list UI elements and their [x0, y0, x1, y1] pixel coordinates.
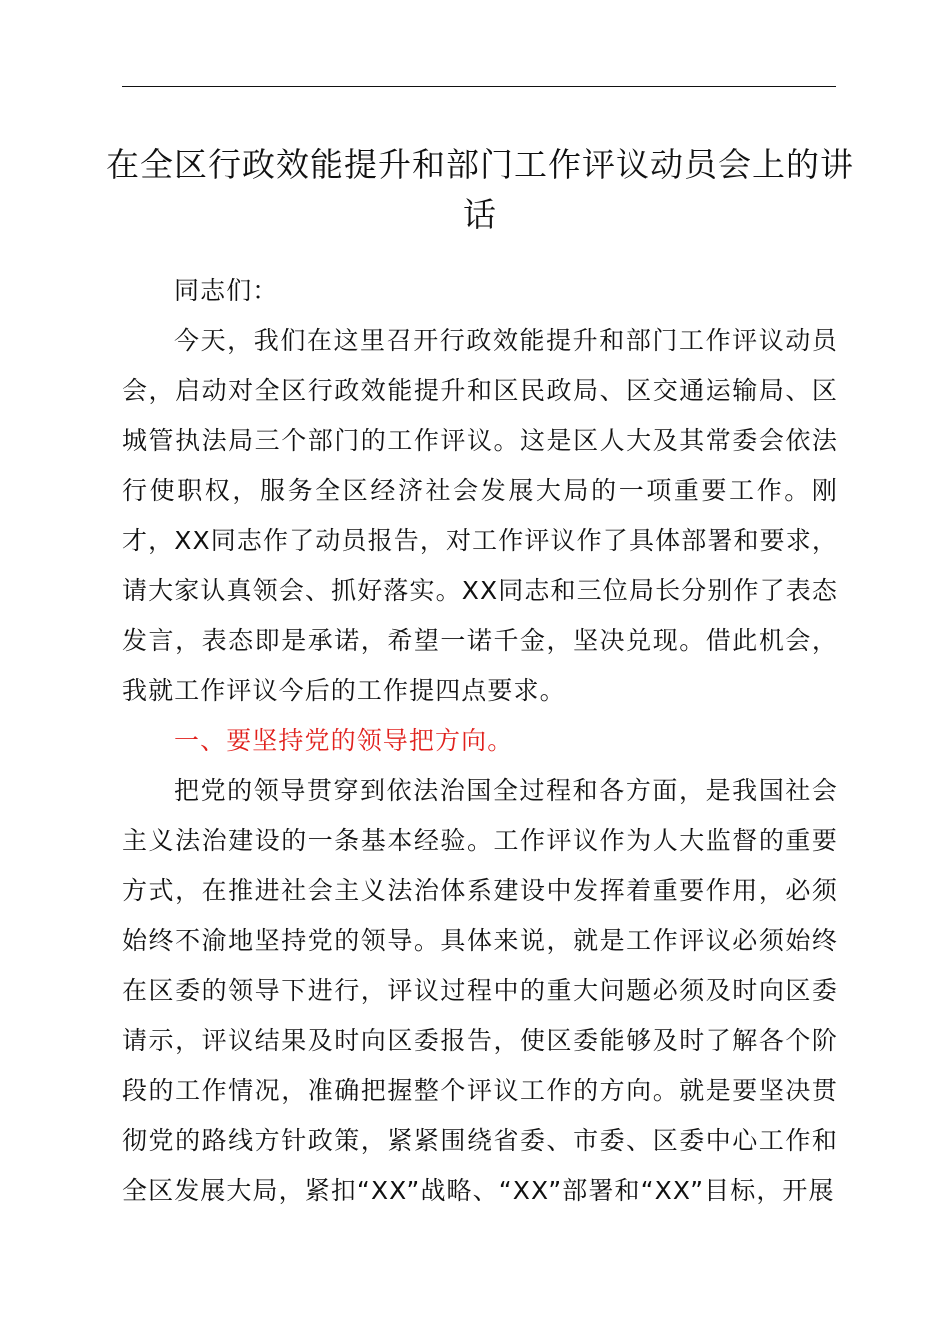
section-heading: 一、要坚持党的领导把方向。: [174, 726, 514, 755]
salutation: 同志们：: [174, 276, 279, 305]
document-title: 在全区行政效能提升和部门工作评议动员会上的讲话: [106, 145, 854, 234]
intro-paragraph: 今天，我们在这里召开行政效能提升和部门工作评议动员会，启动对全区行政效能提升和区民政局、区交通运输局、区城管执法局三个部门的工作评议。这是区人大及其常委会依法行使职权，服务全区经济社会发展大局的一项重要工作。刚才，XX同志作了动员报告，对工作评议作了具体部署和要求，请大家认真领会、抓好落实。XX同志和三位局长分别作了表态发言，表态即是承诺，希望一诺千金，坚决兑现。借此机会，我就工作评议今后的工作提四点要求。: [122, 326, 838, 705]
document-body: [122, 266, 838, 1216]
section-paragraph: 把党的领导贯穿到依法治国全过程和各方面，是我国社会主义法治建设的一条基本经验。工作评议作为人大监督的重要方式，在推进社会主义法治体系建设中发挥着重要作用，必须始终不渝地坚持党的领导。具体来说，就是工作评议必须始终在区委的领导下进行，评议过程中的重大问题必须及时向区委请示，评议结果及时向区委报告，使区委能够及时了解各个阶段的工作情况，准确把握整个评议工作的方向。就是要坚决贯彻党的路线方针政策，紧紧围绕省委、市委、区委中心工作和全区发展大局，紧扣“XX”战略、“XX”部署和“XX”目标，开展: [122, 776, 838, 1205]
header-rule: [122, 86, 836, 87]
